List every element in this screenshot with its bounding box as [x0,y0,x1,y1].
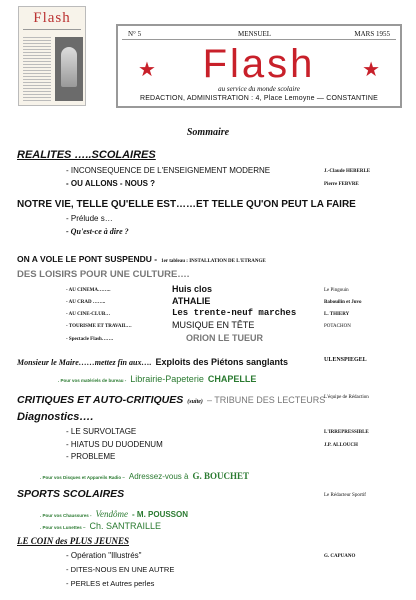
periodicity: MENSUEL [238,30,272,38]
author: L. THIERY [324,312,350,317]
loisir-title: MUSIQUE EN TÊTE [172,320,255,330]
loisir-label: - AU CINE-CLUB… [66,312,111,317]
author: L'équipe de Rédaction [324,395,369,400]
loisir-label: - AU CRAD …….. [66,300,106,305]
section-subtitle: 1er tableau : INSTALLATION DE L'ETRANGE [161,259,266,264]
author: Le Rédacteur Sportif [324,493,366,498]
section-title-loisirs: DES LOISIRS POUR UNE CULTURE…. [17,269,190,280]
list-item: - INCONSEQUENCE DE L'ENSEIGNEMENT MODERNE [66,166,271,175]
advert: . Pour vos Chaussures - Vendôme - M. POUSSON [40,509,189,519]
masthead-title: Flash [202,42,316,86]
issue-number: N° 5 [128,30,142,38]
loisir-label: - TOURISME ET TRAVAIL… [66,324,132,329]
section-pont [17,250,266,266]
loisir-label: - Spectacle Flash……. [66,337,114,342]
section-title-realites: REALITES …..SCOLAIRES [17,149,156,161]
section-title-notre-vie: NOTRE VIE, TELLE QU'ELLE EST……ET TELLE QU'ON PEUT LA FAIRE [17,199,356,210]
author: POTACHON [324,324,351,329]
star-icon: ★ [138,59,156,81]
author: Babouilin et Juvo [324,300,362,305]
author: Le Pingouin [324,288,349,293]
author: Pierre FEBVRE [324,182,359,187]
thumbnail-text-column [23,37,51,101]
loisir-title: ATHALIE [172,296,211,306]
section-title-coin: LE COIN des PLUS JEUNES [17,536,130,546]
author: J.-Claude HEBERLE [324,169,371,174]
section-title-critiques: CRITIQUES ET AUTO-CRITIQUES [17,394,184,406]
list-item: - Qu'est-ce à dire ? [66,227,129,236]
thumbnail-title: Flash [33,10,71,26]
section-title-sports: SPORTS SCOLAIRES [17,488,125,500]
masthead-tagline: au service du monde scolaire [218,85,300,93]
advert: . Pour vos Lunettes – Ch. SANTRAILLE [40,521,162,531]
list-item: - Opération "Illustrés" [66,551,142,560]
section-critiques: CRITIQUES ET AUTO-CRITIQUES (suite) – TRIBUNE DES LECTEURS [17,394,326,406]
loisir-title: Huis clos [172,284,213,294]
masthead-address: REDACTION, ADMINISTRATION : 4, Place Lemoyne — CONSTANTINE [139,95,379,102]
section-maire [17,353,288,369]
list-item: - PROBLEME [66,452,116,461]
issue-date: MARS 1955 [354,30,390,38]
loisir-title: ORION LE TUEUR [186,333,264,343]
loisir-title: Les trente-neuf marches [172,308,297,318]
advert: . Pour vos matériels de bureau - Librairie-Papeterie CHAPELLE [58,374,257,384]
masthead [116,24,402,108]
list-item: - PERLES et Autres perles [66,579,155,588]
author: ULENSPIEGEL [324,357,367,363]
list-item: - DITES-NOUS EN UNE AUTRE [66,565,175,574]
front-page-thumbnail [18,6,86,106]
star-icon: ★ [362,59,380,81]
author: L'IRREPRESSIBLE [324,430,369,435]
section-title-exploits: Exploits des Piétons sanglants [155,357,288,367]
list-item: - OU ALLONS - NOUS ? [66,179,156,188]
loisir-label: - AU CINEMA…….. [66,288,111,293]
masthead-rule [122,39,396,40]
section-title-diagnostics: Diagnostics…. [17,411,94,423]
list-item: - Prélude s… [66,214,113,223]
section-lead: Monsieur le Maire……mettez fin aux…. [17,358,152,367]
thumbnail-photo [55,37,83,101]
thumbnail-rule [23,29,81,30]
list-item: - LE SURVOLTAGE [66,427,137,436]
palm-image [61,47,77,87]
list-item: - HIATUS DU DUODENUM [66,440,163,449]
section-title-pont: ON A VOLE LE PONT SUSPENDU - [17,254,158,264]
author: G. CAPUANO [324,554,356,559]
sommaire-heading: Sommaire [186,127,230,138]
advert: . Pour vos Disques et Appareils Radio – Adressez-vous à G. BOUCHET [40,471,249,481]
author: J.P. ALLOUCH [324,443,358,448]
